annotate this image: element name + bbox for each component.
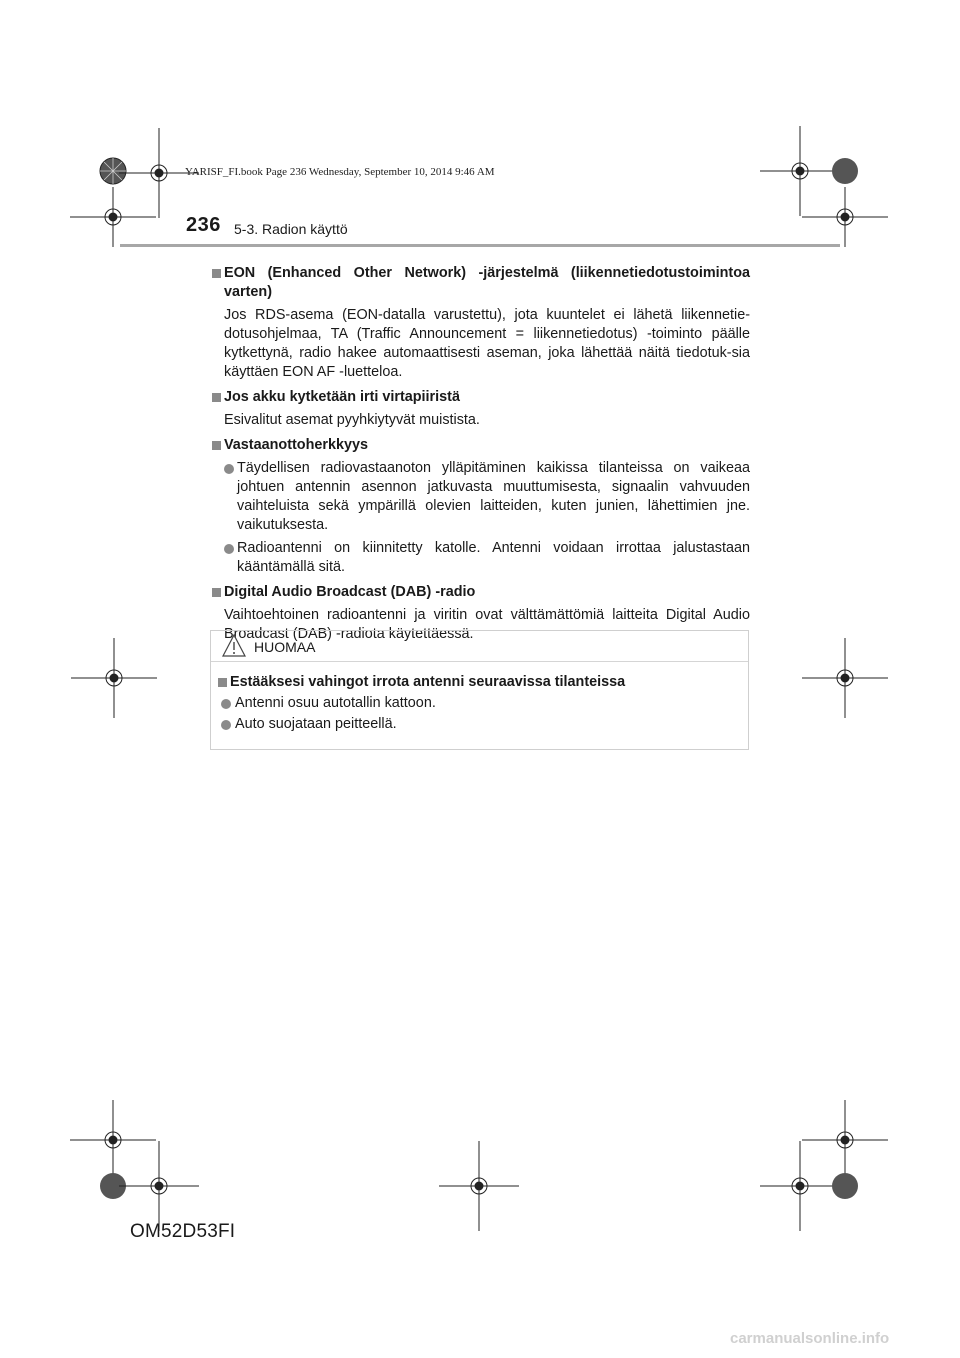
- sunburst-mark-icon: [832, 158, 858, 184]
- notice-box: [210, 630, 749, 750]
- notice-title: HUOMAA: [254, 639, 316, 655]
- notice-header: [211, 631, 748, 662]
- item-body: Jos RDS-asema (EON-datalla varustettu), jota kuuntelet ei lähetä liikennetie-dotusohjelmaa, TA (Traffic Announcement = liikennetiedotus) -toiminto päälle kytkettynä, radio hakee automaattisesti aseman, joka lähettää näitä tiedotuk-sia käyttäen EON AF -luetteloa.: [224, 307, 750, 380]
- crosshair-mark-icon: [119, 1141, 199, 1231]
- footer-code: OM52D53FI: [130, 1221, 236, 1242]
- sunburst-mark-icon: [100, 158, 126, 184]
- crosshair-mark-icon: [802, 638, 888, 718]
- round-bullet-icon: [224, 464, 234, 474]
- round-bullet-icon: [221, 699, 231, 709]
- bullet-item: [212, 539, 750, 577]
- crosshair-mark-icon: [802, 187, 888, 247]
- section-title: 5-3. Radion käyttö: [234, 221, 348, 237]
- square-bullet-icon: [212, 393, 221, 402]
- round-bullet-icon: [221, 720, 231, 730]
- notice-heading-text: Estääksesi vahingot irrota antenni seuraavissa tilanteissa: [230, 674, 626, 690]
- item-battery: [212, 388, 750, 430]
- item-heading-text: EON (Enhanced Other Network) -järjestelmä (liikennetiedotustoimintoa varten): [224, 265, 750, 300]
- notice-bullet-item: [218, 694, 741, 713]
- item-heading-text: Jos akku kytketään irti virtapiiristä: [224, 389, 460, 405]
- item-eon: [212, 264, 750, 382]
- bullet-text: Auto suojataan peitteellä.: [235, 716, 397, 732]
- crosshair-mark-icon: [71, 638, 157, 718]
- crosshair-mark-icon: [70, 1100, 156, 1180]
- crosshair-mark-icon: [439, 1141, 519, 1231]
- crosshair-mark-icon: [70, 187, 156, 247]
- item-reception: [212, 436, 750, 577]
- page-number: 236: [186, 214, 221, 236]
- warning-triangle-icon: [221, 633, 247, 659]
- notice-heading: [218, 673, 741, 692]
- bullet-text: Antenni osuu autotallin kattoon.: [235, 695, 436, 711]
- sunburst-mark-icon: [832, 1173, 858, 1199]
- header-rule: [120, 244, 840, 247]
- bullet-item: [212, 459, 750, 535]
- square-bullet-icon: [212, 588, 221, 597]
- crosshair-mark-icon: [802, 1100, 888, 1180]
- bullet-text: Radioantenni on kiinnitetty katolle. Antenni voidaan irrottaa jalustastaan kääntämällä sitä.: [237, 540, 750, 575]
- item-heading-text: Digital Audio Broadcast (DAB) -radio: [224, 584, 476, 600]
- sunburst-mark-icon: [100, 1173, 126, 1199]
- round-bullet-icon: [224, 544, 234, 554]
- notice-body: [211, 662, 748, 734]
- crosshair-mark-icon: [760, 126, 840, 216]
- watermark: carmanualsonline.info: [730, 1330, 890, 1347]
- item-body: Vaihtoehtoinen radioantenni ja viritin ovat välttämättömiä laitteita Digital Audio Broadcast (DAB) -radiota käytettäessä.: [224, 607, 750, 642]
- notice-bullet-item: [218, 715, 741, 734]
- item-heading-text: Vastaanottoherkkyys: [224, 437, 368, 453]
- square-bullet-icon: [212, 269, 221, 278]
- bullet-text: Täydellisen radiovastaanoton ylläpitäminen kaikissa tilanteissa on vaikeaa johtuen antennin asennon jatkuvasta muuttumisesta, signaalin vahvuuden vaihteluista sekä ympärillä olevien laitteiden, kuten junien, lähettimien jne. vaikutuksesta.: [237, 460, 750, 533]
- printer-note: YARISF_FI.book Page 236 Wednesday, September 10, 2014 9:46 AM: [185, 166, 495, 178]
- square-bullet-icon: [218, 678, 227, 687]
- square-bullet-icon: [212, 441, 221, 450]
- crosshair-mark-icon: [760, 1141, 840, 1231]
- item-heading: [212, 264, 750, 302]
- content: [212, 264, 750, 650]
- item-body: Esivalitut asemat pyyhkiytyvät muistista.: [224, 412, 480, 428]
- item-heading: [212, 583, 750, 602]
- item-heading: [212, 388, 750, 407]
- item-heading: [212, 436, 750, 455]
